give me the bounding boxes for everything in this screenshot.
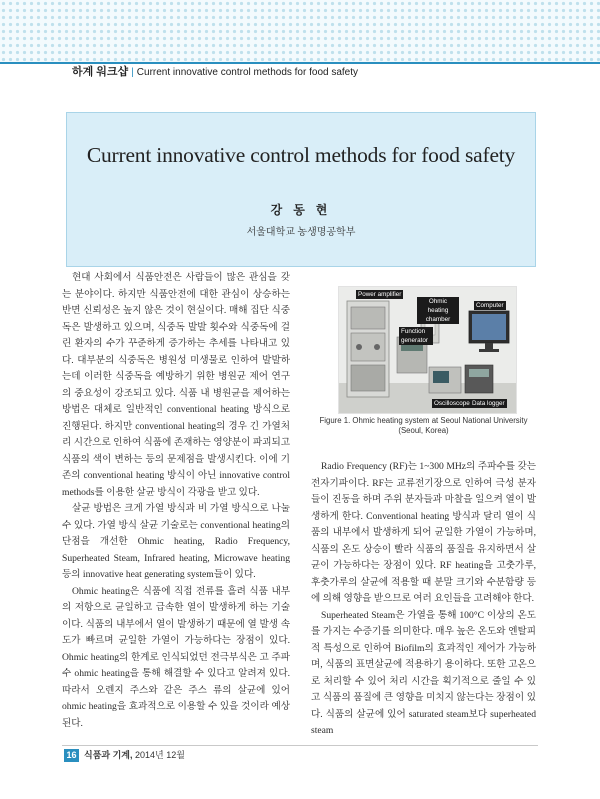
author-name: 강 동 현: [270, 203, 332, 217]
body-paragraph-4: Radio Frequency (RF)는 1~300 MHz의 주파수를 갖는 전자기파이다. RF는 교류전기장으로 인하여 극성 분자들이 진동을 하며 주위 분자들과 마찰을 일으켜 열이 발생하게 한다. Conventional heating 방식과 달리 열이 식품의 내부에서 발생하게 되어 균일한 가열이 가능하며, 식품의 온도 상승이 빨라 식품의 품질을 유지하면서 살균이 가능하다는 장점이 있다. RF heating을 고춧가루, 후춧가루의 살균에 적용할 때 분말 크기와 수분함량 등에 의해 영향을 받으므로 여러 요인들을 고려해야 한다.: [311, 461, 536, 604]
figure-caption: Figure 1. Ohmic heating system at Seoul National University (Seoul, Korea): [319, 416, 528, 435]
right-column: [311, 459, 536, 740]
label-oscilloscope: Oscilloscope: [434, 400, 470, 407]
body-paragraph-3: Ohmic heating은 식품에 직접 전류를 흘려 식품 내부의 저항으로 균일하고 급속한 열이 발생하게 하는 기술이다. 식품의 내부에서 열이 발생하기 때문에 열 발생 속도가 빠르며 균일한 가열이 가능하다는 장점이 있다. Ohmic heating의 한계로 인식되었던 전극부식은 고 주파수 ohmic heating을 통해 해결할 수 있다고 알려져 있다. 따라서 오렌지 주스와 같은 주스 류의 살균에 있어 ohmic heating을 효과적으로 이용할 수 있을 것이라 예상된다.: [62, 585, 290, 729]
series-label: 하계 워크샵: [72, 66, 129, 78]
running-header-topic: Current innovative control methods for food safety: [136, 67, 359, 78]
label-ohmic-chamber: Ohmic heating chamber: [417, 297, 459, 324]
body-paragraph-2: 살균 방법은 크게 가열 방식과 비 가열 방식으로 나눌 수 있다. 가열 방식 살균 기술로는 conventional heating의 단점을 개선한 Ohmic heating, Radio Frequency, Superheated Steam, Infrared heating, Microwave heating 등의 innovative heat generating system들이 있다.: [62, 503, 290, 580]
article-title: Current innovative control methods for food safety: [86, 143, 516, 167]
magazine-name: 식품과 기계,: [84, 750, 133, 760]
page-number: 16: [64, 749, 79, 762]
running-header: [72, 63, 358, 79]
author-affiliation: 서울대학교 농생명공학부: [246, 227, 356, 238]
title-box: [66, 112, 536, 267]
left-column: [62, 270, 290, 732]
header-dot-pattern: [0, 0, 600, 62]
footer-rule: [62, 745, 538, 746]
body-paragraph-5: Superheated Steam은 가열을 통해 100°C 이상의 온도를 가지는 수증기를 의미한다. 매우 높은 온도와 엔탈피적 특성으로 인하여 Biofilm의 효과적인 제어가 가능하며, 식품의 표면살균에 적용하기 용이하다. 또한 고온으로 처리할 수 있어 처리 시간을 획기적으로 줄일 수 있고 식품의 품질에 큰 영향을 미치지 않는다는 장점이 있다. 식품의 살균에 있어 saturated steam보다 superheated steam: [311, 609, 536, 736]
label-function-generator: Function generator: [399, 327, 433, 345]
label-computer: Computer: [476, 302, 504, 309]
issue-date: 2014년 12월: [135, 750, 185, 760]
body-paragraph-1: 현대 사회에서 식품안전은 사람들이 많은 관심을 갖는 분야이다. 하지만 식품안전에 대한 관심이 상승하는 반면 신뢰성은 높지 않은 것이 현실이다. 매해 집단 식중독은 발생하고 있으며, 식중독 발발 횟수와 식중독에 걸린 환자의 수가 꾸준하게 증가하는 추세를 나타내고 있다. 대부분의 식중독은 병원성 미생물로 인하여 발발하는데 이러한 식중독을 예방하기 위한 병원균 제어 연구의 중요성이 강조되고 있다. 식품 내 병원균을 제어하는 방법은 대체로 일반적인 conventional heating 방식으로 진행된다. 하지만 conventional heating의 경우 긴 가열처리 시간으로 인하여 식품에 존재하는 영양분이 파괴되고 식품의 색이 변하는 등의 문제점을 발생시킨다. 이에 기존의 conventional heating 방식이 아닌 innovative control methods를 이용한 살균 방식이 각광을 받고 있다.: [62, 272, 290, 498]
footer-publication: [84, 749, 185, 762]
figure-ohmic-heating-system: [338, 286, 517, 414]
label-data-logger: Data logger: [472, 400, 505, 407]
label-power-amplifier: Power amplifier: [358, 291, 402, 298]
header-separator: |: [131, 67, 134, 78]
